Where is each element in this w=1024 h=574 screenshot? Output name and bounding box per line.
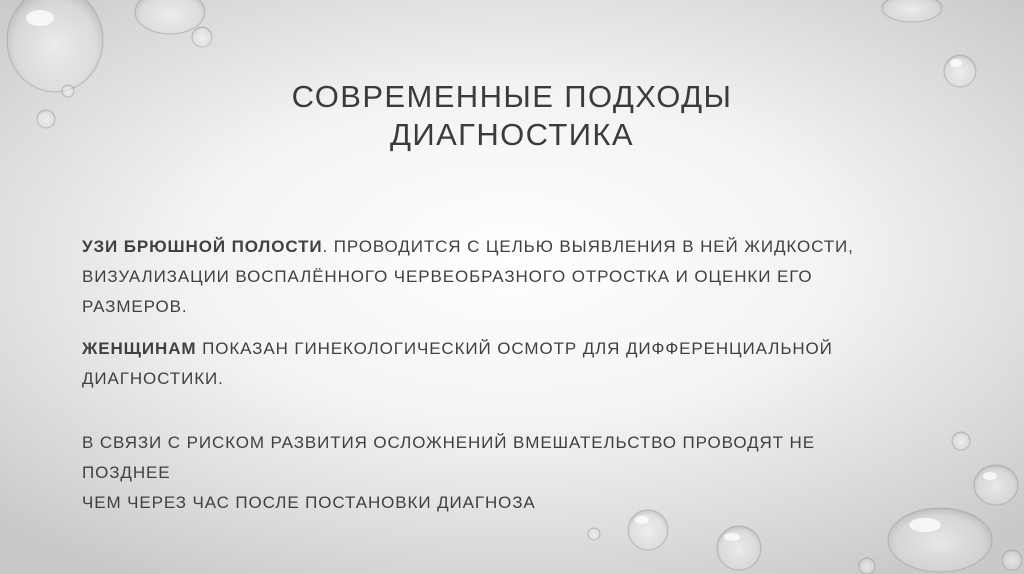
water-drop-icon xyxy=(888,508,992,572)
paragraph-line: ВИЗУАЛИЗАЦИИ ВОСПАЛЁННОГО ЧЕРВЕОБРАЗНОГО ОТРОСТКА И ОЦЕНКИ ЕГО РАЗМЕРОВ. xyxy=(82,267,813,316)
water-drop-icon xyxy=(135,0,205,34)
paragraph-line: ДИАГНОСТИКИ. xyxy=(82,369,224,388)
bold-term: ЖЕНЩИНАМ xyxy=(82,339,197,358)
bold-term: УЗИ БРЮШНОЙ ПОЛОСТИ xyxy=(82,237,323,256)
paragraph-line: В СВЯЗИ С РИСКОМ РАЗВИТИЯ ОСЛОЖНЕНИЙ ВМЕШАТЕЛЬСТВО ПРОВОДЯТ НЕ ПОЗДНЕЕ xyxy=(82,433,815,482)
paragraph-women xyxy=(82,334,902,394)
paragraph-timing xyxy=(82,428,902,518)
water-drop-icon xyxy=(1002,550,1022,570)
slide-title xyxy=(120,78,904,154)
water-drop-icon xyxy=(859,558,875,574)
water-drop-icon xyxy=(974,465,1018,505)
paragraph-text: . ПРОВОДИТСЯ С ЦЕЛЬЮ ВЫЯВЛЕНИЯ В НЕЙ ЖИДКОСТИ, xyxy=(322,237,854,256)
slide-title-line-2: ДИАГНОСТИКА xyxy=(390,117,634,152)
slide-title-line-1: СОВРЕМЕННЫЕ ПОДХОДЫ xyxy=(291,79,733,114)
slide-body xyxy=(82,232,902,518)
paragraph-line: ЧЕМ ЧЕРЕЗ ЧАС ПОСЛЕ ПОСТАНОВКИ ДИАГНОЗА xyxy=(82,493,536,512)
paragraph-ultrasound xyxy=(82,232,902,322)
water-drop-icon xyxy=(944,55,976,87)
water-drop-icon xyxy=(717,526,761,570)
water-drop-icon xyxy=(882,0,942,22)
water-drop-icon xyxy=(7,0,103,92)
water-drop-icon xyxy=(192,27,212,47)
paragraph-line xyxy=(82,232,902,262)
water-drop-icon xyxy=(37,110,55,128)
water-drop-icon xyxy=(588,528,600,540)
water-drop-icon xyxy=(952,432,970,450)
paragraph-line xyxy=(82,334,902,364)
water-drop-icon xyxy=(62,85,74,97)
paragraph-text: ПОКАЗАН ГИНЕКОЛОГИЧЕСКИЙ ОСМОТР ДЛЯ ДИФФЕРЕНЦИАЛЬНОЙ xyxy=(196,339,833,358)
